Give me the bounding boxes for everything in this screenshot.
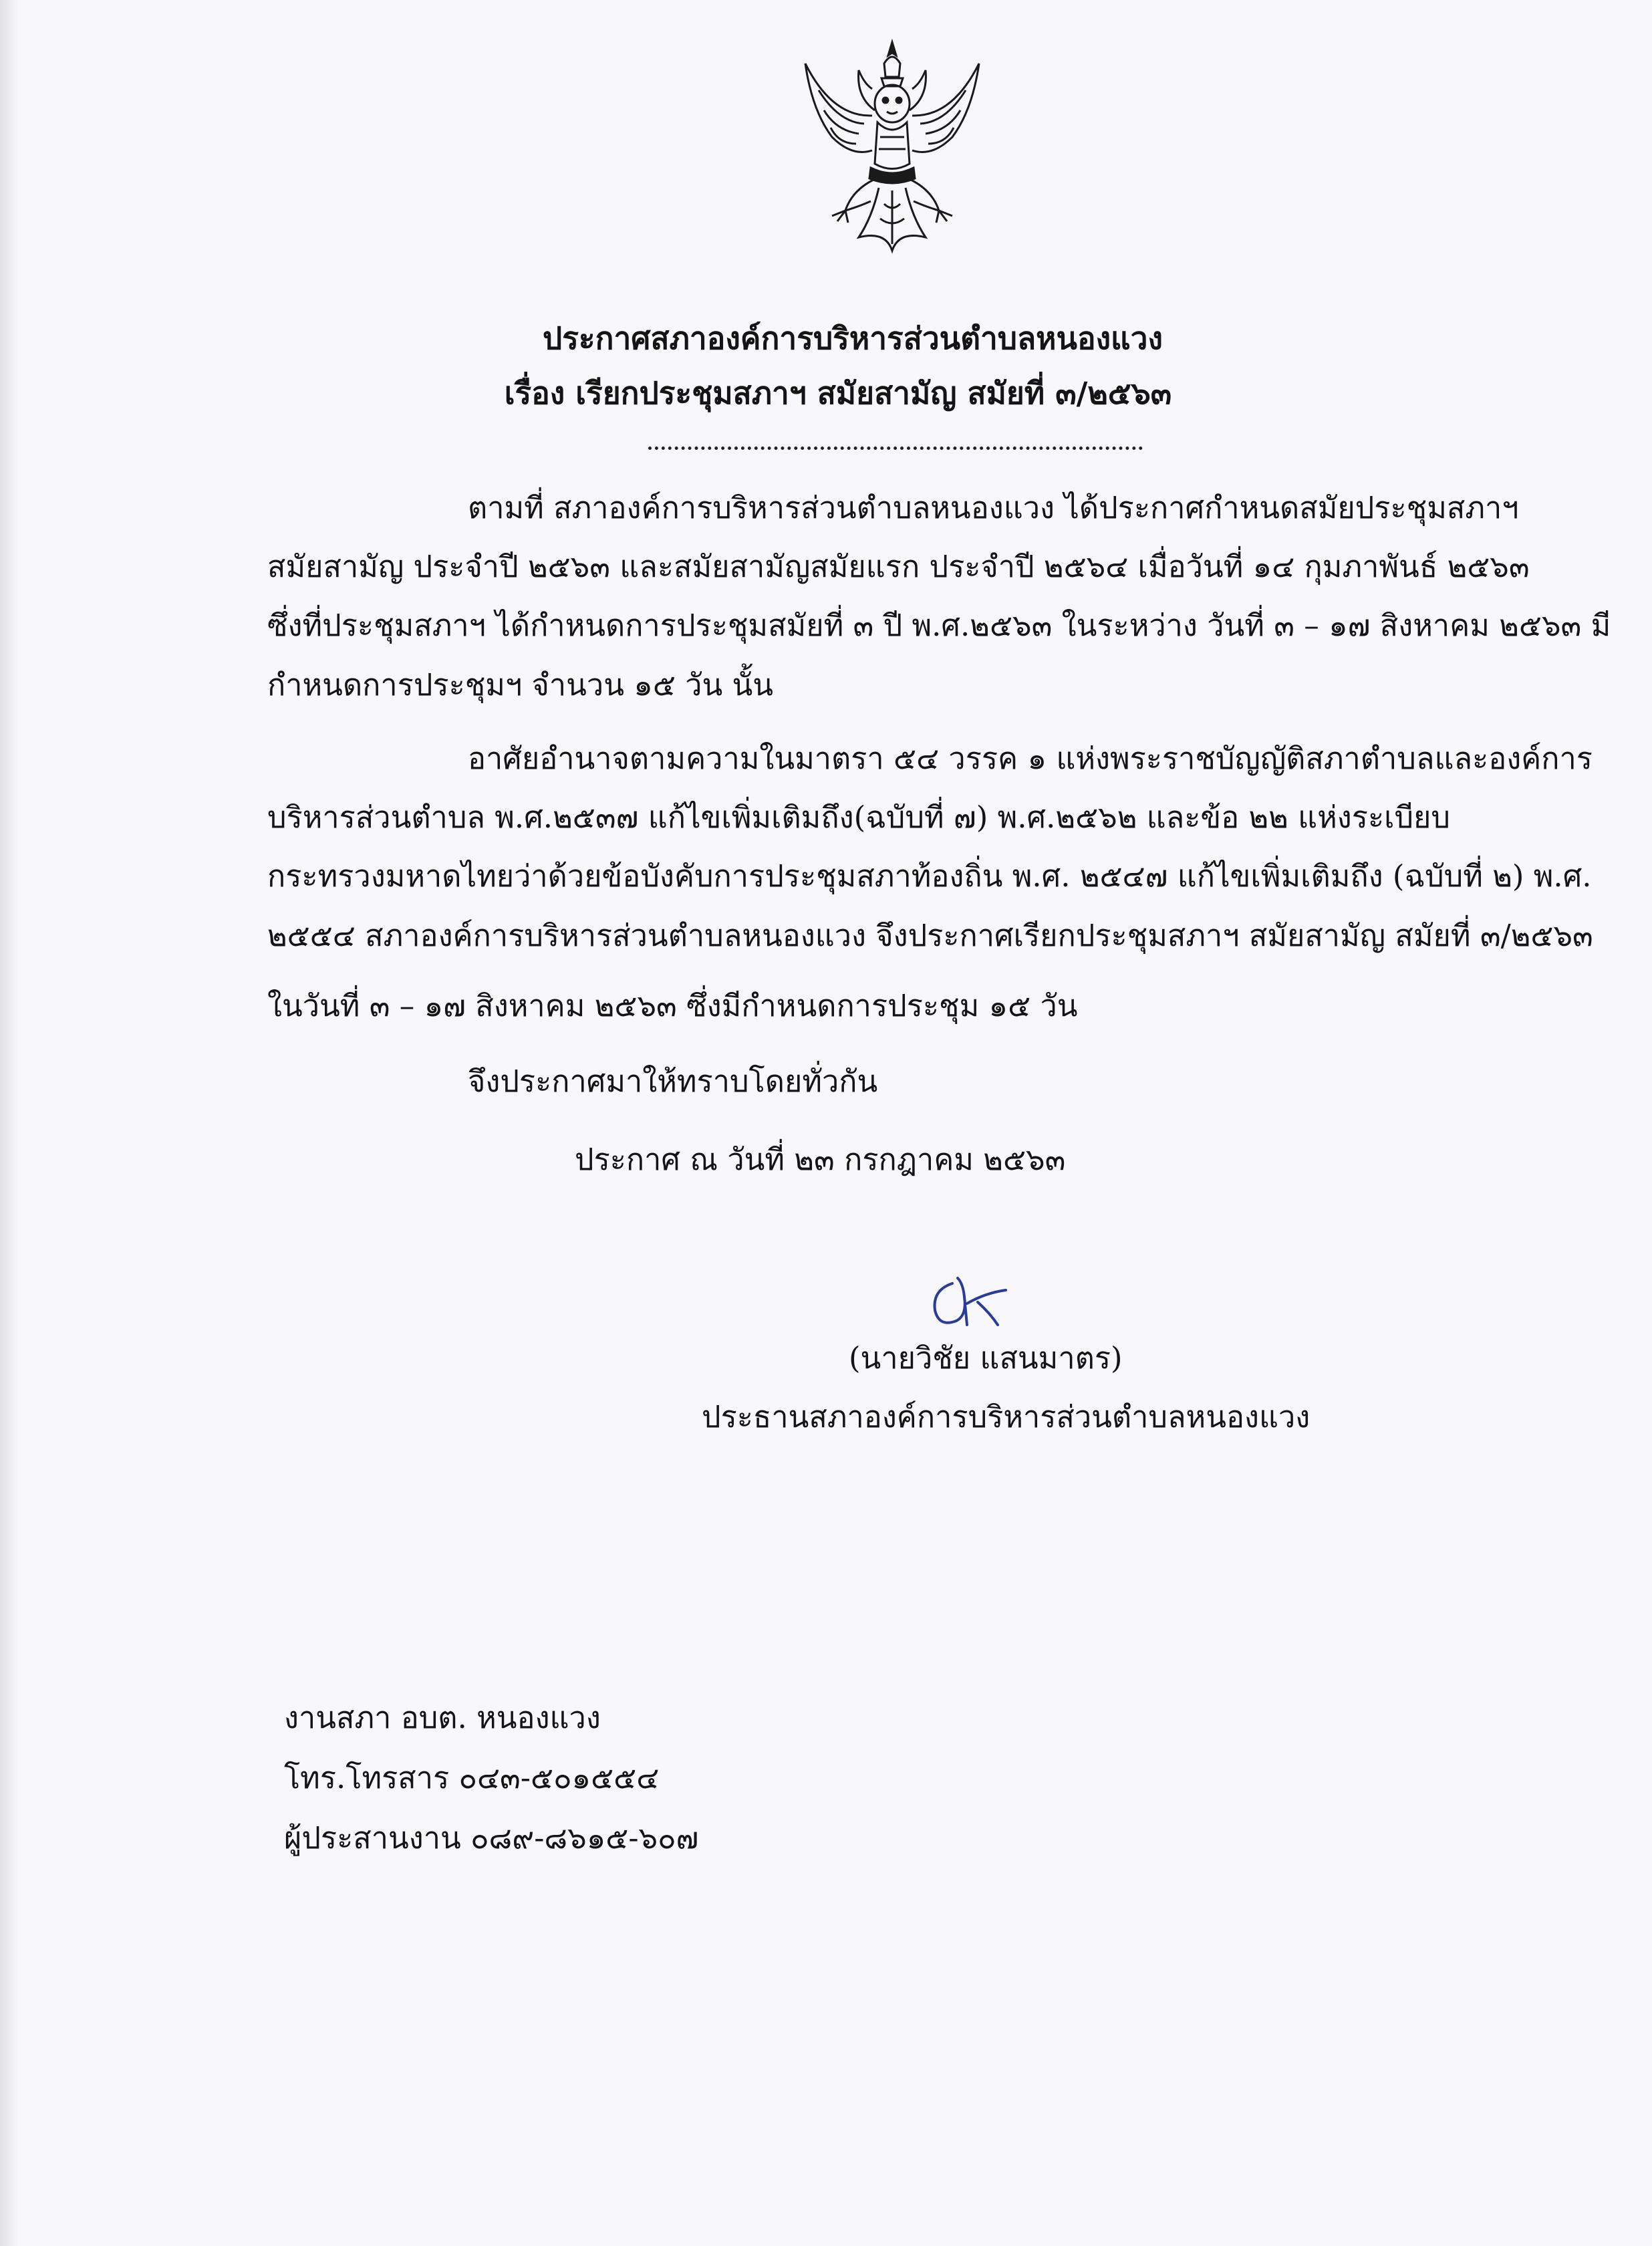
- handwritten-signature: [926, 1263, 1019, 1337]
- document-title: ประกาศสภาองค์การบริหารส่วนตำบลหนองแวง: [543, 320, 1163, 356]
- paragraph-2-line: บริหารส่วนตำบล พ.ศ.๒๕๓๗ แก้ไขเพิ่มเติมถึง(ฉบับที่ ๗) พ.ศ.๒๕๖๒ และข้อ ๒๒ แห่งระเบียบ: [267, 799, 1450, 835]
- paragraph-2-line: กระทรวงมหาดไทยว่าด้วยข้อบังคับการประชุมสภาท้องถิ่น พ.ศ. ๒๕๔๗ แก้ไขเพิ่มเติมถึง (ฉบับที่ ๒) พ.ศ.: [267, 858, 1592, 894]
- paragraph-1-line: สมัยสามัญ ประจำปี ๒๕๖๓ และสมัยสามัญสมัยแรก ประจำปี ๒๕๖๔ เมื่อวันที่ ๑๔ กุมภาพันธ์ ๒๕๖๓: [267, 549, 1530, 584]
- signer-name: (นายวิชัย แสนมาตร): [849, 1340, 1123, 1376]
- page-edge-shadow: [0, 0, 19, 2246]
- announcement-date: ประกาศ ณ วันที่ ๒๓ กรกฎาคม ๒๕๖๓: [575, 1142, 1066, 1177]
- footer-office: งานสภา อบต. หนองแวง: [284, 1700, 601, 1735]
- document-subject: เรื่อง เรียกประชุมสภาฯ สมัยสามัญ สมัยที่ ๓/๒๕๖๓: [504, 375, 1172, 411]
- dotted-divider: [648, 447, 1143, 450]
- garuda-emblem-icon: [792, 37, 992, 257]
- paragraph-2-line: ๒๕๕๔ สภาองค์การบริหารส่วนตำบลหนองแวง จึงประกาศเรียกประชุมสภาฯ สมัยสามัญ สมัยที่ ๓/๒๕๖๓: [267, 918, 1593, 953]
- paragraph-2-line: ในวันที่ ๓ – ๑๗ สิงหาคม ๒๕๖๓ ซึ่งมีกำหนดการประชุม ๑๕ วัน: [267, 988, 1078, 1023]
- signer-position: ประธานสภาองค์การบริหารส่วนตำบลหนองแวง: [702, 1399, 1311, 1434]
- paragraph-1-line: ตามที่ สภาองค์การบริหารส่วนตำบลหนองแวง ได้ประกาศกำหนดสมัยประชุมสภาฯ: [468, 490, 1519, 525]
- paragraph-1-line: ซึ่งที่ประชุมสภาฯ ได้กำหนดการประชุมสมัยที่ ๓ ปี พ.ศ.๒๕๖๓ ในระหว่าง วันที่ ๓ – ๑๗ สิงหาคม ๒๕๖๓ มี: [267, 608, 1611, 643]
- closing-statement: จึงประกาศมาให้ทราบโดยทั่วกัน: [468, 1064, 878, 1099]
- footer-coordinator: ผู้ประสานงาน ๐๘๙-๘๖๑๕-๖๐๗: [284, 1820, 699, 1856]
- footer-phone-fax: โทร.โทรสาร ๐๔๓-๕๐๑๕๕๔: [284, 1760, 660, 1795]
- paragraph-2-line: อาศัยอำนาจตามความในมาตรา ๕๔ วรรค ๑ แห่งพระราชบัญญัติสภาตำบลและองค์การ: [468, 741, 1593, 776]
- paragraph-1-line: กำหนดการประชุมฯ จำนวน ๑๕ วัน นั้น: [267, 667, 774, 703]
